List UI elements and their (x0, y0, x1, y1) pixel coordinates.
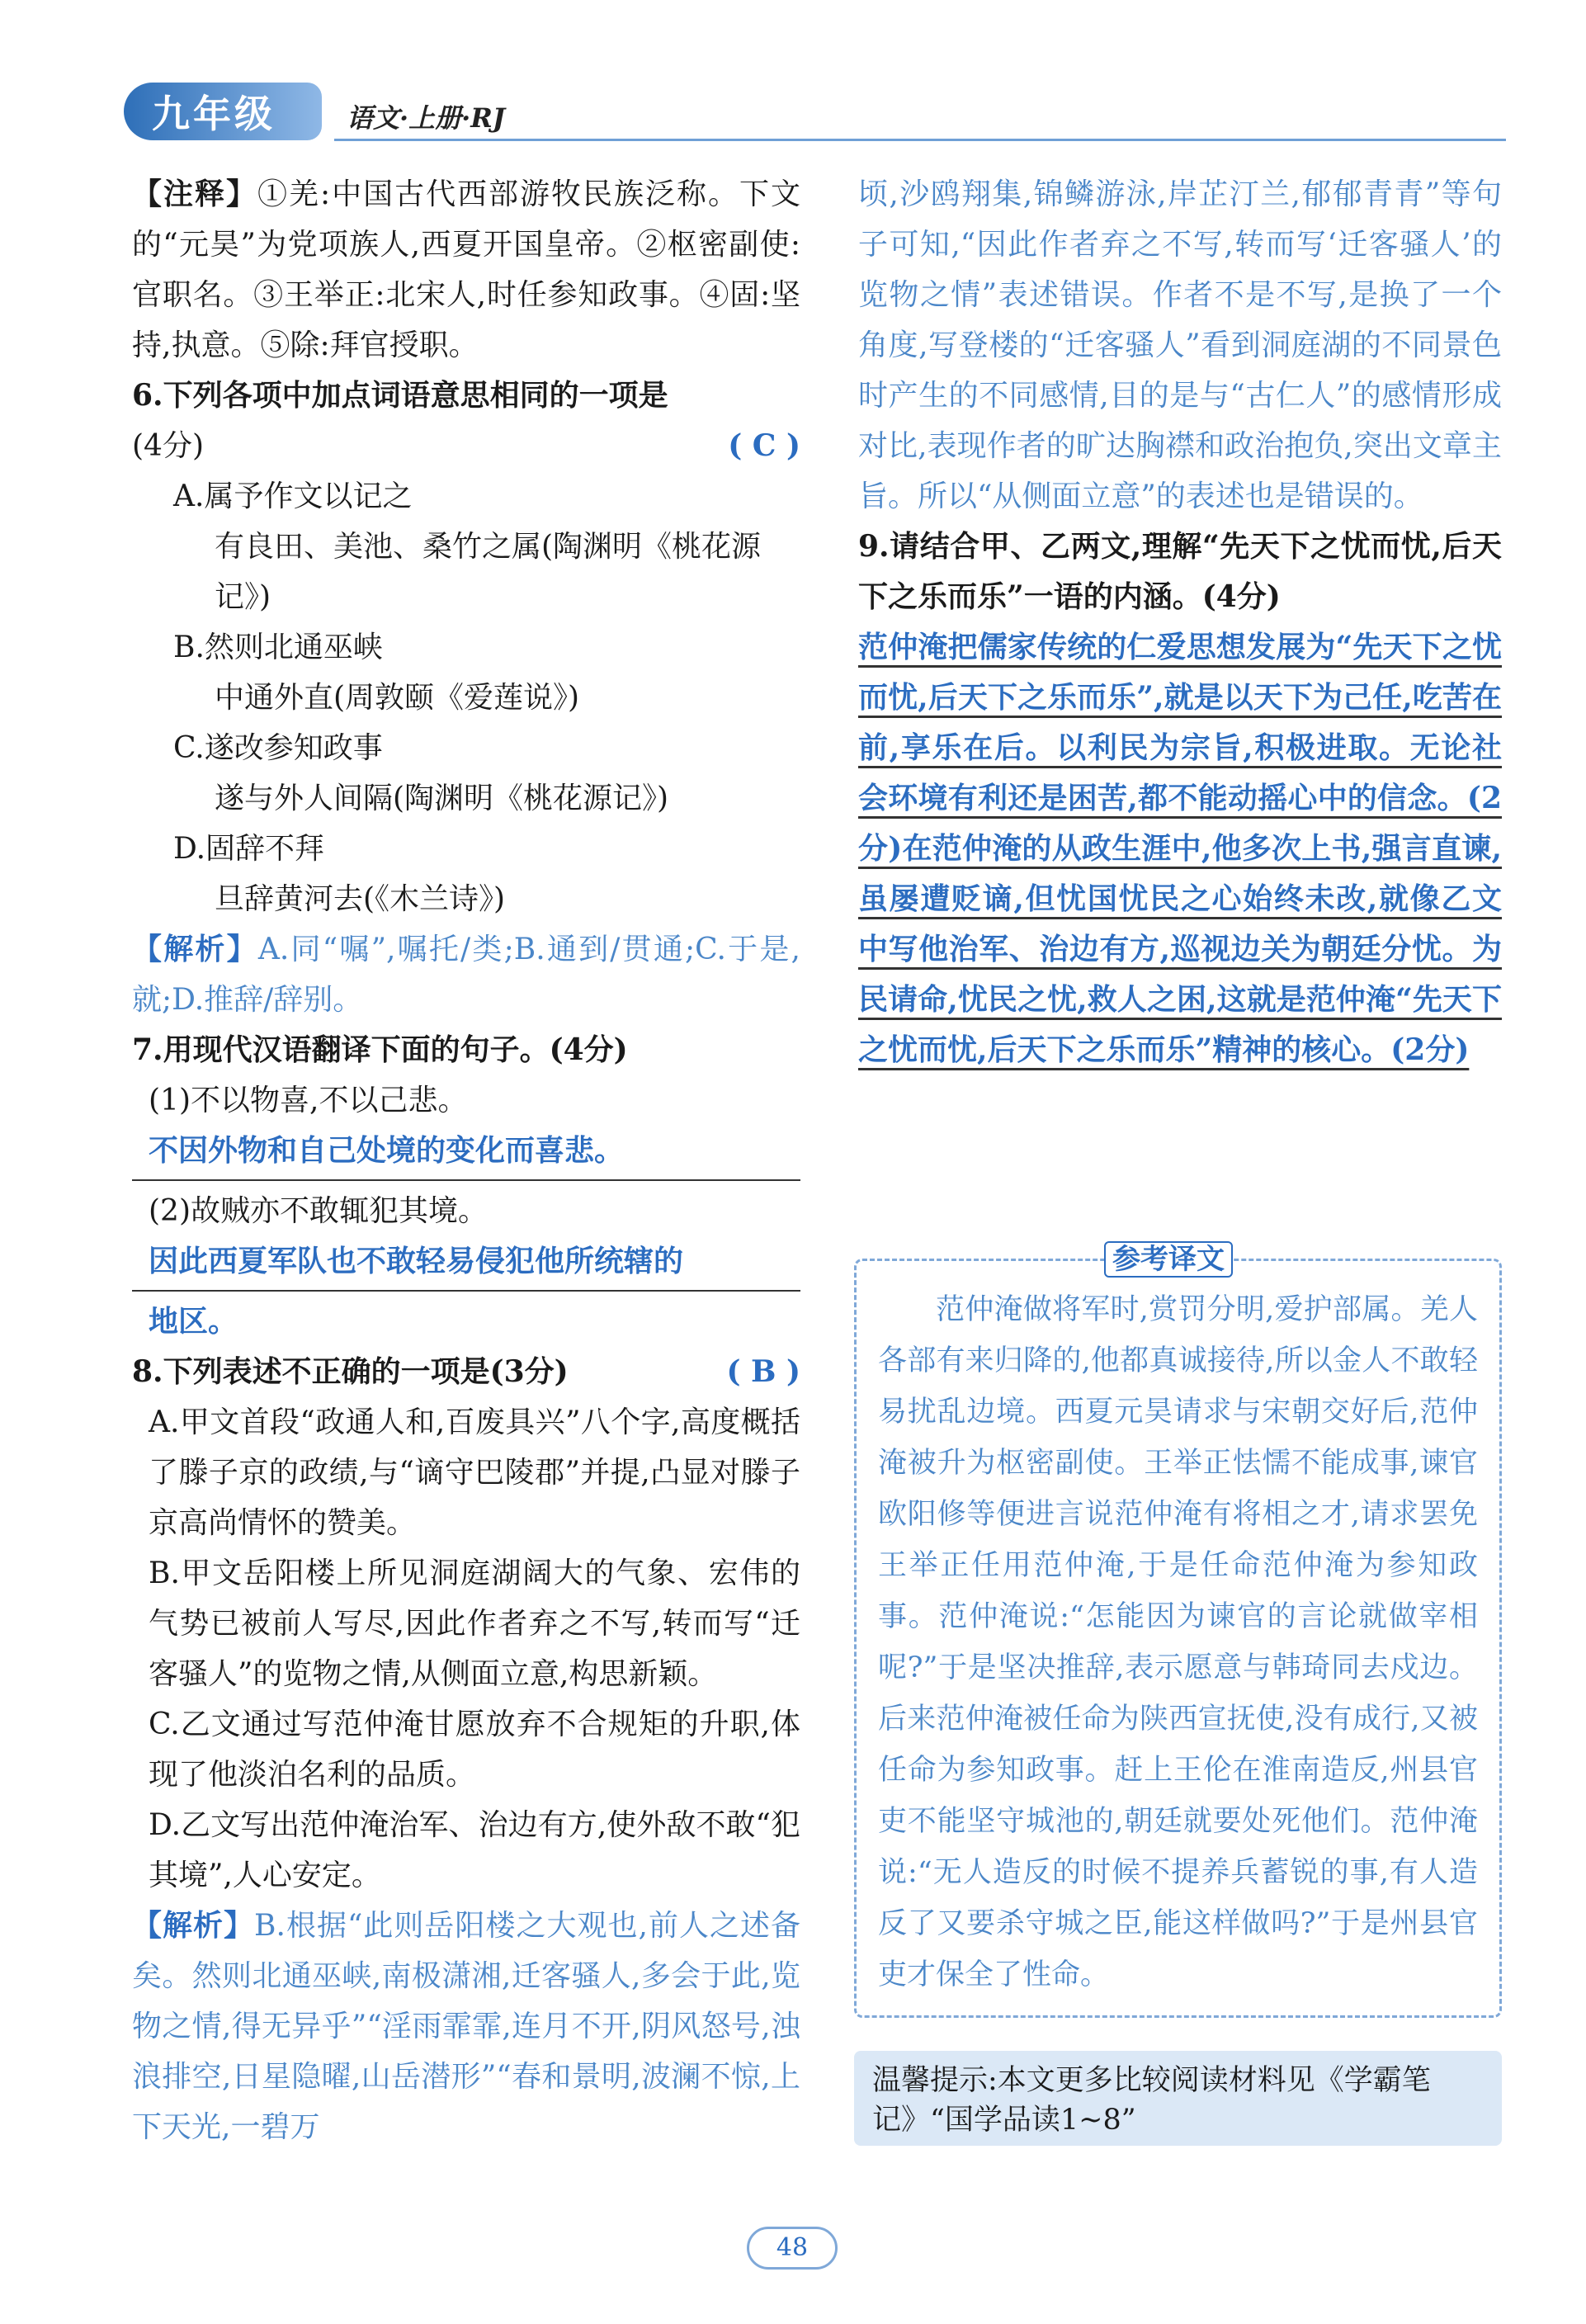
q8-option-b: B.甲文岳阳楼上所见洞庭湖阔大的气象、宏伟的气势已被前人写尽,因此作者弃之不写,转而写“迁客骚人”的览物之情,从侧面立意,构思新颖。 (149, 1556, 800, 1691)
question-9 (858, 522, 1502, 1075)
page-number: 48 (747, 2227, 838, 2270)
note-text: ①羌:中国古代西部游牧民族泛称。下文的“元昊”为党项族人,西夏开国皇帝。②枢密副使:官职名。③王举正:北宋人,时任参知政事。④固:坚持,执意。⑤除:拜官授职。 (132, 177, 800, 362)
grade-badge (124, 83, 322, 140)
question-8 (132, 1347, 800, 2152)
q8-stem-row (132, 1347, 800, 1397)
q6-analysis (132, 924, 800, 1025)
q6-option-b: B.然则北通巫峡 (173, 631, 383, 664)
q6-option-d-compare: 旦辞黄河去(《木兰诗》) (215, 882, 506, 916)
q9-stem: 9.请结合甲、乙两文,理解“先天下之忧而忧,后天下之乐而乐”一语的内涵。(4分) (858, 529, 1502, 614)
grade-label: 九年级 (152, 92, 276, 136)
q6-option-a-compare: 有良田、美池、桑竹之属(陶渊明《桃花源记》) (215, 530, 762, 614)
q8-option-d: D.乙文写出范仲淹治军、治边有方,使外敌不敢“犯其境”,人心安定。 (149, 1808, 800, 1892)
reference-translation-box (854, 1243, 1502, 2018)
q7-stem: 7.用现代汉语翻译下面的句子。(4分) (132, 1032, 628, 1067)
q6-option-c-compare: 遂与外人间隔(陶渊明《桃花源记》) (215, 782, 669, 815)
right-column (858, 169, 1502, 1075)
q8-option-a: A.甲文首段“政通人和,百废具兴”八个字,高度概括了滕子京的政绩,与“谪守巴陵郡”并提,凸显对滕子京高尚情怀的赞美。 (149, 1405, 800, 1540)
left-column (132, 169, 800, 2152)
q6-score-row (132, 421, 800, 471)
q7-sentence-2: (2)故贼亦不敢辄犯其境。 (149, 1194, 488, 1228)
tip-box (854, 2051, 1502, 2146)
q6-score: (4分) (132, 429, 204, 463)
q6-analysis-tag: 【解析】 (132, 932, 258, 966)
q8-analysis-tag: 【解析】 (132, 1908, 255, 1943)
q6-option-a: A.属予作文以记之 (173, 479, 413, 513)
q6-stem: 6.下列各项中加点词语意思相同的一项是 (132, 378, 668, 413)
page-header (124, 74, 1510, 157)
q7-answer-2-line-2: 地区。 (149, 1304, 238, 1339)
reference-translation-text: 范仲淹做将军时,赏罚分明,爱护部属。羌人各部有来归降的,他都真诚接待,所以金人不敢轻易扰乱边境。西夏元昊请求与宋朝交好后,范仲淹被升为枢密副使。王举正怯懦不能成事,谏官欧阳修等便进言说范仲淹有将相之才,请求罢免王举正任用范仲淹,于是任命范仲淹为参知政事。范仲淹说:“怎能因为谏官的言论就做宰相呢?”于是坚决推辞,表示愿意与韩琦同去戍边。后来范仲淹被任命为陕西宣抚使,没有成行,又被任命为参知政事。赶上王伦在淮南造反,州县官吏不能坚守城池的,朝廷就要处死他们。范仲淹说:“无人造反的时候不提养兵蓄锐的事,有人造反了又要杀守城之臣,能这样做吗?”于是州县官吏才保全了性命。 (878, 1293, 1478, 1991)
reference-translation-title: 参考译文 (1104, 1241, 1233, 1278)
q6-answer: ( C ) (728, 428, 800, 463)
question-6 (132, 371, 800, 1025)
q8-analysis (132, 1901, 800, 2152)
q8-answer: ( B ) (726, 1354, 800, 1389)
q9-answer: 范仲淹把儒家传统的仁爱思想发展为“先天下之忧而忧,后天下之乐而乐”,就是以天下为己任,吃苦在前,享乐在后。以利民为宗旨,积极进取。无论社会环境有利还是困苦,都不能动摇心中的信念。(2分)在范仲淹的从政生涯中,他多次上书,强言直谏,虽屡遭贬谪,但忧国忧民之心始终未改,就像乙文中写他治军、治边有方,巡视边关为朝廷分忧。为民请命,忧民之忧,救人之困,这就是范仲淹“先天下之忧而忧,后天下之乐而乐”精神的核心。(2分) (858, 630, 1502, 1067)
tip-text: 温馨提示:本文更多比较阅读材料见《学霸笔记》“国学品读1~8” (872, 2064, 1431, 2137)
q7-answer-2-line-1: 因此西夏军队也不敢轻易侵犯他所统辖的 (132, 1236, 800, 1292)
q8-analysis-continued: 顷,沙鸥翔集,锦鳞游泳,岸芷汀兰,郁郁青青”等句子可知,“因此作者弃之不写,转而写‘迁客骚人’的览物之情”表述错误。作者不是不写,是换了一个角度,写登楼的“迁客骚人”看到洞庭湖的不同景色时产生的不同感情,目的是与“古仁人”的感情形成对比,表现作者的旷达胸襟和政治抱负,突出文章主旨。所以“从侧面立意”的表述也是错误的。 (858, 177, 1502, 513)
q6-analysis-text: A.同“嘱”,嘱托/类;B.通到/贯通;C.于是,就;D.推辞/辞别。 (132, 933, 800, 1017)
note-tag: 【注释】 (132, 177, 257, 211)
notes (132, 169, 800, 371)
header-divider (334, 139, 1506, 141)
q6-option-b-compare: 中通外直(周敦颐《爱莲说》) (215, 681, 580, 715)
q8-option-c: C.乙文通过写范仲淹甘愿放弃不合规矩的升职,体现了他淡泊名利的品质。 (149, 1708, 800, 1792)
subject-label: 语文·上册·RJ (347, 102, 506, 134)
q8-stem: 8.下列表述不正确的一项是(3分) (132, 1354, 569, 1389)
q7-sentence-1: (1)不以物喜,不以己悲。 (149, 1084, 468, 1117)
q6-option-d: D.固辞不拜 (173, 832, 325, 866)
q6-option-c: C.遂改参知政事 (173, 731, 383, 765)
question-7 (132, 1025, 800, 1347)
q8-analysis-text: B.根据“此则岳阳楼之大观也,前人之述备矣。然则北通巫峡,南极潇湘,迁客骚人,多会于此,览物之情,得无异乎”“淫雨霏霏,连月不开,阴风怒号,浊浪排空,日星隐曜,山岳潜形”“春和景明,波澜不惊,上下天光,一碧万 (132, 1909, 800, 2144)
q7-answer-1: 不因外物和自己处境的变化而喜悲。 (132, 1126, 800, 1181)
